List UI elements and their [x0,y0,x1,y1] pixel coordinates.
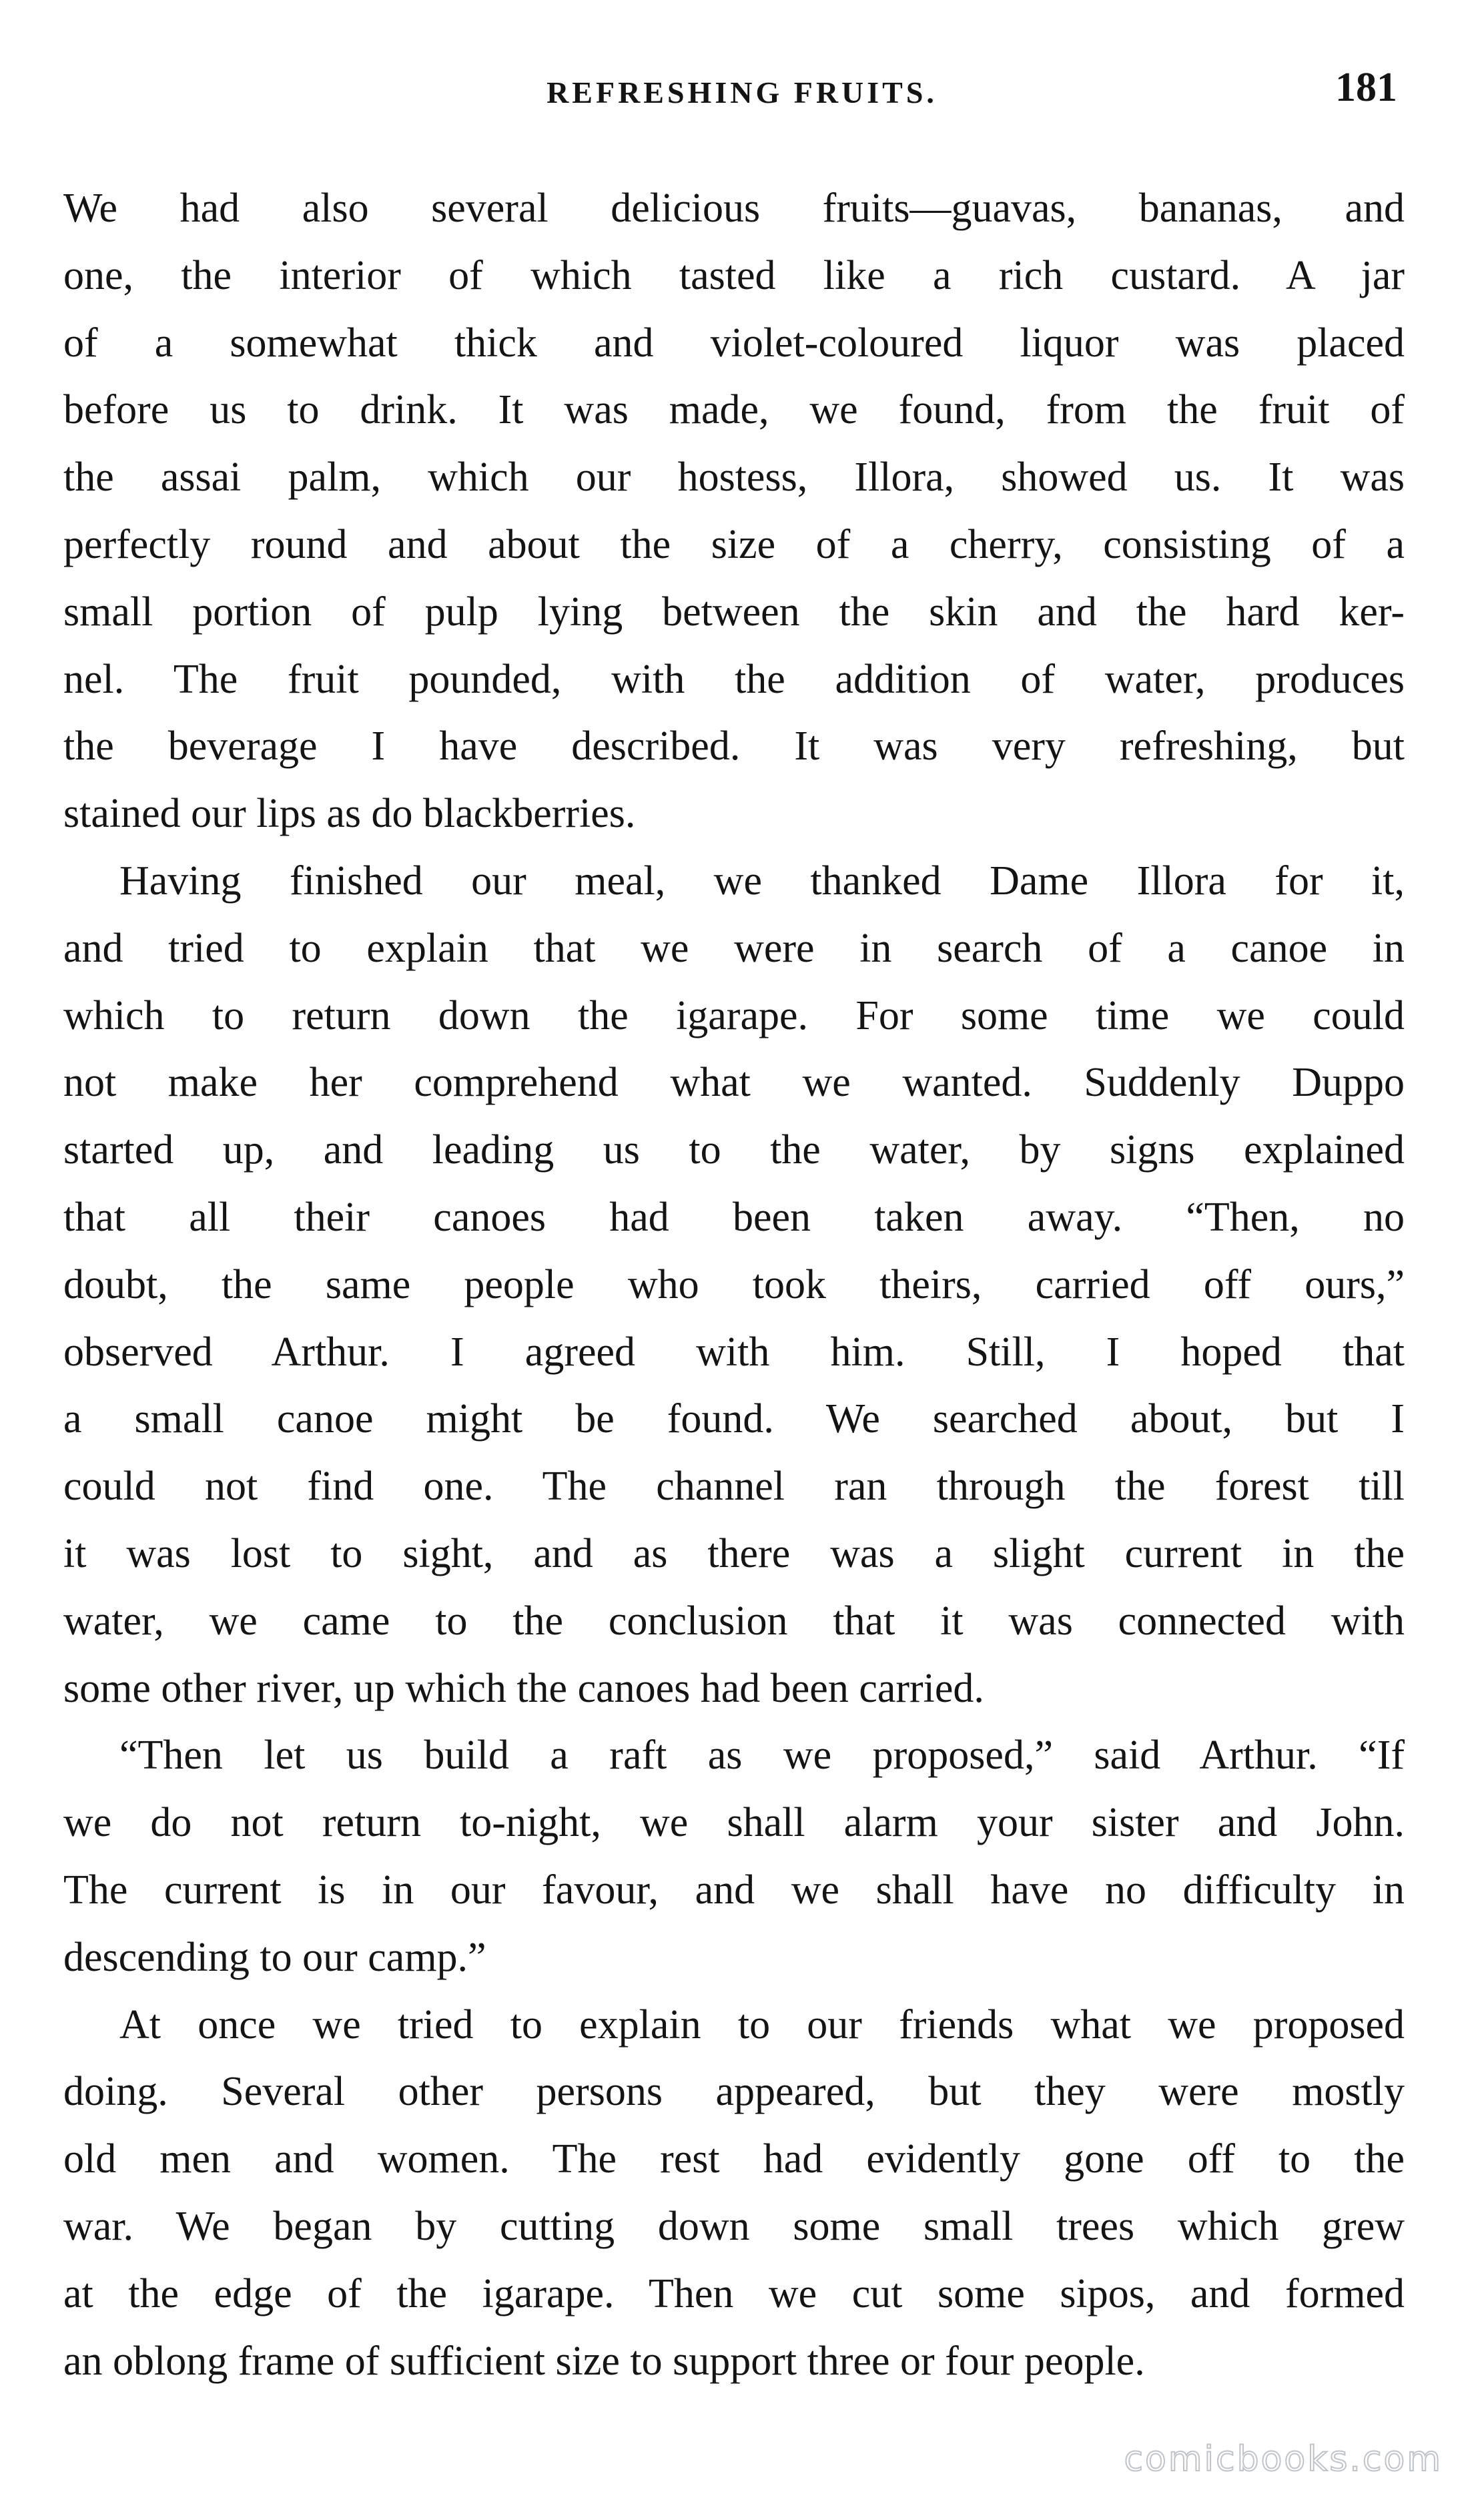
text-line: perfectly round and about the size of a cherry, consisting of a [63,521,1405,567]
text-line: the assai palm, which our hostess, Illora, showed us. It was [63,454,1405,501]
text-line: stained our lips as do blackberries. [63,791,636,837]
text-line: nel. The fruit pounded, with the addition of water, produces [63,656,1405,702]
text-line: doubt, the same people who took theirs, carried off ours,” [63,1261,1405,1307]
text-line: small portion of pulp lying between the skin and the hard ker- [63,589,1405,635]
text-line: water, we came to the conclusion that it was connected with [63,1598,1405,1644]
text-line: a small canoe might be found. We searched about, but I [63,1396,1405,1442]
text-line: started up, and leading us to the water, by signs explained [63,1127,1405,1173]
text-line: and tried to explain that we were in search of a canoe in [63,925,1405,971]
text-line: an oblong frame of sufficient size to support three or four people. [63,2338,1145,2384]
text-line: which to return down the igarape. For some time we could [63,992,1405,1038]
page-number: 181 [1335,65,1397,110]
text-line: one, the interior of which tasted like a rich custard. A jar [63,252,1405,298]
text-line: that all their canoes had been taken away. “Then, no [63,1194,1405,1240]
watermark: comicbooks.com [1124,2439,1443,2479]
text-line: Having finished our meal, we thanked Dame Illora for it, [119,858,1405,904]
text-line: of a somewhat thick and violet-coloured liquor was placed [63,320,1405,366]
body-text [63,175,1405,2395]
text-line: At once we tried to explain to our friends what we proposed [119,2001,1405,2048]
text-line: observed Arthur. I agreed with him. Still, I hoped that [63,1329,1405,1375]
text-line: We had also several delicious fruits—guavas, bananas, and [63,186,1405,231]
text-line: before us to drink. It was made, we found, from the fruit of [63,387,1405,433]
text-line: not make her comprehend what we wanted. Suddenly Duppo [63,1060,1405,1106]
text-line: at the edge of the igarape. Then we cut some sipos, and formed [63,2270,1405,2316]
text-line: war. We began by cutting down some small trees which grew [63,2203,1405,2249]
text-line: descending to our camp.” [63,1934,486,1980]
text-line: The current is in our favour, and we shall have no difficulty in [63,1867,1405,1913]
text-line: some other river, up which the canoes had been carried. [63,1665,984,1711]
text-line: it was lost to sight, and as there was a slight current in the [63,1530,1405,1576]
text-line: old men and women. The rest had evidently gone off to the [63,2136,1405,2182]
running-head: REFRESHING FRUITS. [546,75,938,109]
text-line: doing. Several other persons appeared, but they were mostly [63,2069,1405,2115]
text-line: the beverage I have described. It was very refreshing, but [63,723,1405,769]
text-line: could not find one. The channel ran through the forest till [63,1464,1405,1510]
text-line: “Then let us build a raft as we proposed,” said Arthur. “If [119,1733,1405,1779]
text-line: we do not return to-night, we shall alarm your sister and John. [63,1800,1405,1846]
